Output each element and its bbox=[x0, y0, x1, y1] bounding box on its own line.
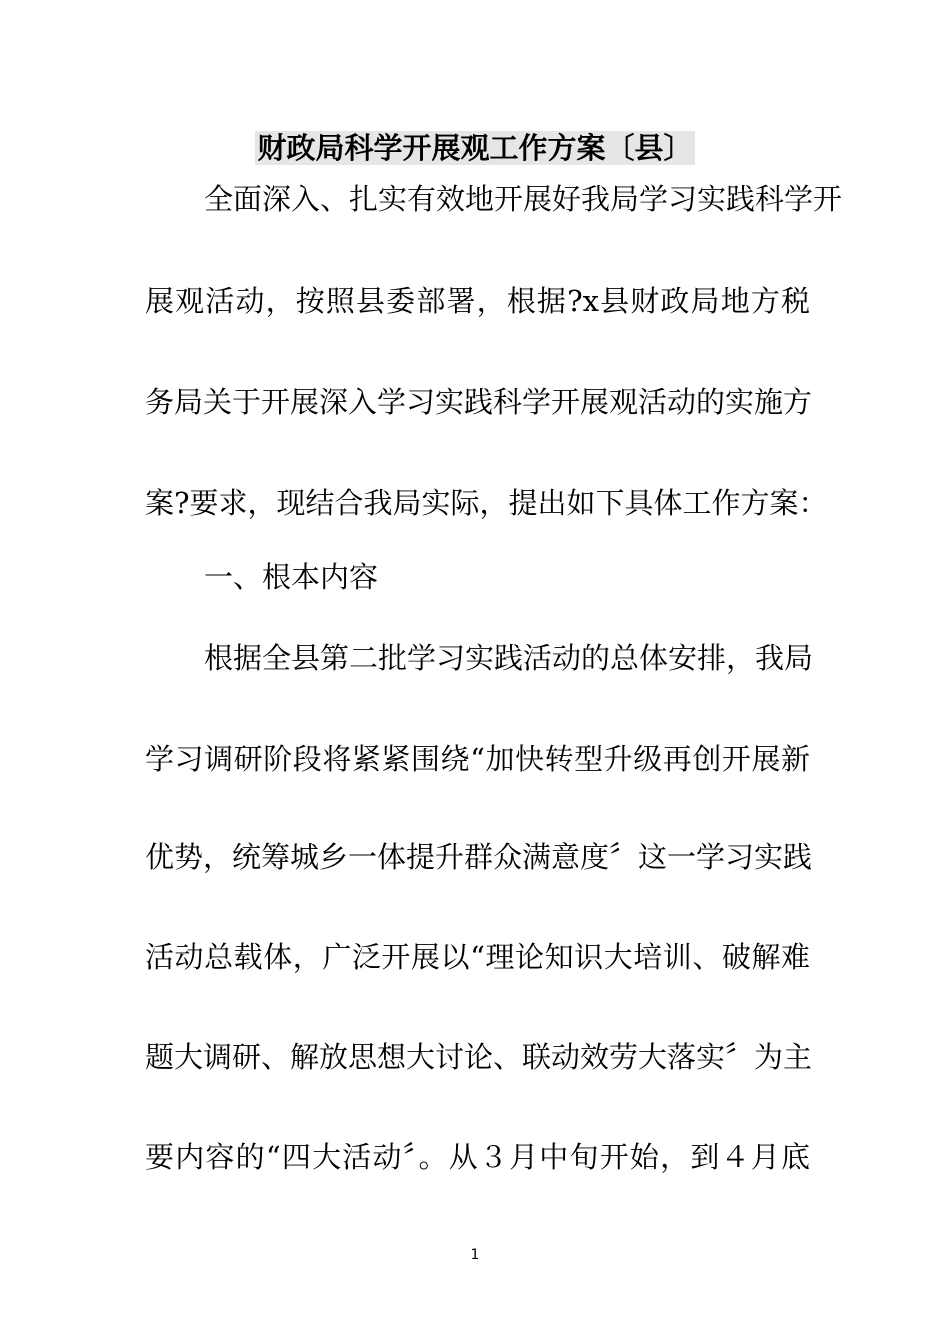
paragraph-line: 活动总载体，广泛开展以“理论知识大培训、破解难 bbox=[145, 940, 810, 974]
paragraph-line: 学习调研阶段将紧紧围绕“加快转型升级再创开展新 bbox=[145, 742, 810, 776]
paragraph-line: 题大调研、解放思想大讨论、联动效劳大落实〞为主 bbox=[145, 1040, 813, 1074]
document-title: 财政局科学开展观工作方案〔县〕 bbox=[257, 131, 693, 165]
paragraph-line: 展观活动，按照县委部署，根据?x县财政局地方税 bbox=[145, 284, 810, 318]
page-number: 1 bbox=[470, 1247, 480, 1263]
paragraph-line: 根据全县第二批学习实践活动的总体安排，我局 bbox=[204, 641, 814, 675]
section-heading: 一、根本内容 bbox=[204, 560, 379, 594]
paragraph-line: 全面深入、扎实有效地开展好我局学习实践科学开 bbox=[204, 182, 843, 216]
paragraph-line: 优势，统筹城乡一体提升群众满意度〞这一学习实践 bbox=[145, 840, 813, 874]
paragraph-line: 务局关于开展深入学习实践科学开展观活动的实施方 bbox=[145, 385, 813, 419]
paragraph-line: 要内容的“四大活动〞。从３月中旬开始，到４月底 bbox=[145, 1140, 810, 1174]
paragraph-line: 案?要求，现结合我局实际，提出如下具体工作方案： bbox=[145, 486, 828, 520]
